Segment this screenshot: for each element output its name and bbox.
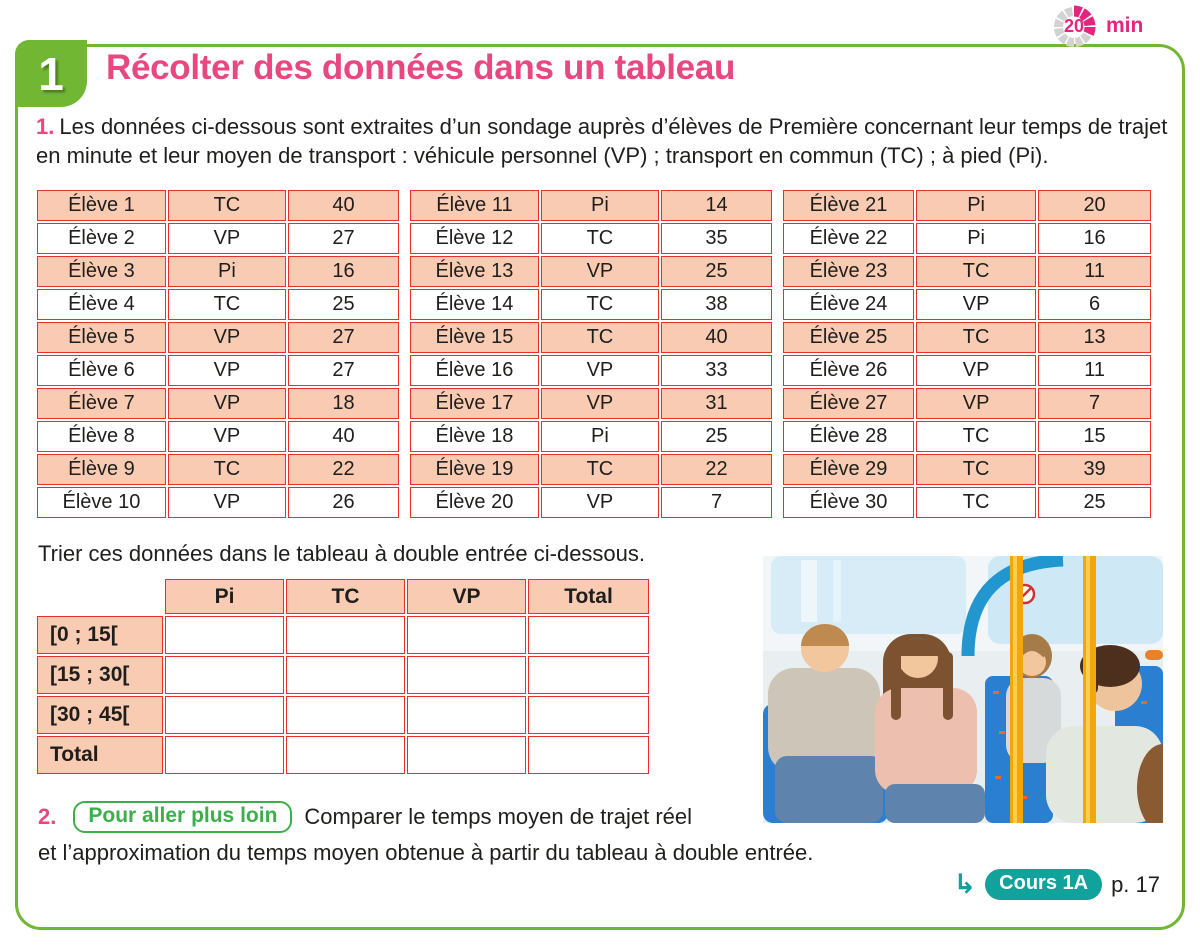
col-header-total: Total [528,579,649,614]
survey-cell: Élève 30 [783,487,914,518]
survey-cell: Pi [541,190,659,221]
total-row [37,736,649,774]
pour-aller-plus-loin-badge: Pour aller plus loin [73,801,292,833]
survey-cell: Élève 5 [37,322,166,353]
survey-cell: VP [916,289,1036,320]
survey-cell: Pi [541,421,659,452]
survey-row [783,421,1151,452]
survey-cell: TC [168,454,286,485]
survey-cell: TC [168,190,286,221]
answer-cell [407,736,526,774]
survey-cell: Élève 22 [783,223,914,254]
survey-cell: Élève 26 [783,355,914,386]
survey-cell: Élève 4 [37,289,166,320]
survey-cell: 7 [661,487,772,518]
survey-cell: 11 [1038,355,1151,386]
survey-row [783,355,1151,386]
survey-cell: 35 [661,223,772,254]
answer-cell [528,616,649,654]
survey-cell: Élève 18 [410,421,539,452]
survey-cell: 27 [288,223,399,254]
col-header-vp: VP [407,579,526,614]
bus-photo [763,556,1163,823]
answer-cell [407,616,526,654]
survey-row [783,190,1151,221]
survey-row [410,454,772,485]
survey-cell: 22 [288,454,399,485]
interval-row-30-45 [37,696,649,734]
survey-cell: Élève 8 [37,421,166,452]
survey-cell: 33 [661,355,772,386]
survey-cell: Pi [168,256,286,287]
exercise2-text-line2: et l’approximation du temps moyen obtenue à partir du tableau à double entrée. [38,840,814,865]
survey-row [410,256,772,287]
survey-cell: 25 [661,256,772,287]
survey-row [783,487,1151,518]
survey-row [37,388,399,419]
survey-row [37,256,399,287]
survey-cell: 22 [661,454,772,485]
survey-cell: 14 [661,190,772,221]
survey-cell: Élève 29 [783,454,914,485]
survey-row [783,223,1151,254]
survey-row [410,322,772,353]
survey-cell: TC [916,454,1036,485]
survey-cell: Élève 20 [410,487,539,518]
answer-cell [407,696,526,734]
survey-row [783,289,1151,320]
survey-cell: Élève 25 [783,322,914,353]
survey-cell: Élève 27 [783,388,914,419]
survey-cell: Pi [916,190,1036,221]
survey-cell: Élève 10 [37,487,166,518]
survey-row [37,454,399,485]
col-header-tc: TC [286,579,405,614]
survey-row [410,355,772,386]
survey-row [410,190,772,221]
survey-row [37,289,399,320]
answer-cell [407,656,526,694]
survey-cell: 39 [1038,454,1151,485]
page-reference: p. 17 [1111,871,1160,897]
exercise1-paragraph [36,112,1168,170]
survey-cell: TC [168,289,286,320]
survey-row [410,487,772,518]
course-badge: Cours 1A [985,869,1102,900]
survey-cell: Pi [916,223,1036,254]
exercise-number-box [15,40,87,107]
answer-cell [165,736,284,774]
survey-row [37,190,399,221]
survey-cell: VP [541,388,659,419]
survey-cell: VP [168,388,286,419]
survey-cell: TC [916,256,1036,287]
survey-cell: TC [541,289,659,320]
survey-cell: Élève 7 [37,388,166,419]
survey-cell: 25 [288,289,399,320]
row-header-30-45: [30 ; 45[ [37,696,163,734]
survey-cell: TC [916,487,1036,518]
answer-cell [286,736,405,774]
timer-value: 20 [1063,16,1085,36]
survey-cell: VP [168,322,286,353]
survey-cell: TC [541,454,659,485]
survey-cell: Élève 19 [410,454,539,485]
survey-cell: VP [168,355,286,386]
survey-table-3 [781,188,1153,520]
survey-cell: 11 [1038,256,1151,287]
page-title: Récolter des données dans un tableau [106,48,736,87]
survey-row [783,388,1151,419]
survey-cell: Élève 15 [410,322,539,353]
curved-arrow-icon: ↳ [953,869,977,900]
row-header-15-30: [15 ; 30[ [37,656,163,694]
survey-row [783,322,1151,353]
survey-cell: 40 [288,421,399,452]
exercise1-text: Les données ci-dessous sont extraites d’un sondage auprès d’élèves de Première concernant leur temps de trajet en minute et leur moyen de transport : véhicule personnel (VP) ; transport en commun (TC) ; à pied (Pi). [36,114,1168,168]
exercise2 [38,801,918,866]
survey-cell: Élève 17 [410,388,539,419]
answer-cell [528,736,649,774]
question1-number: 1. [36,114,55,139]
survey-row [410,289,772,320]
survey-cell: Élève 28 [783,421,914,452]
survey-cell: VP [541,487,659,518]
answer-cell [165,616,284,654]
survey-row [37,487,399,518]
survey-cell: Élève 24 [783,289,914,320]
survey-cell: 16 [288,256,399,287]
survey-cell: TC [916,421,1036,452]
survey-row [37,421,399,452]
exercise2-text-line1: Comparer le temps moyen de trajet réel [304,804,693,829]
survey-cell: 40 [288,190,399,221]
survey-row [410,223,772,254]
survey-cell: TC [916,322,1036,353]
survey-row [37,355,399,386]
survey-cell: Élève 23 [783,256,914,287]
survey-cell: 26 [288,487,399,518]
course-reference [954,869,1160,900]
answer-cell [286,656,405,694]
row-header-0-15: [0 ; 15[ [37,616,163,654]
students-on-bus-illustration [763,556,1163,823]
survey-cell: Élève 2 [37,223,166,254]
corner-cell [37,579,163,614]
timer-badge [1050,3,1200,51]
survey-row [410,421,772,452]
interval-row-15-30 [37,656,649,694]
answer-cell [165,696,284,734]
survey-cell: 27 [288,322,399,353]
answer-cell [528,656,649,694]
survey-cell: VP [916,388,1036,419]
survey-cell: 31 [661,388,772,419]
survey-cell: Élève 14 [410,289,539,320]
survey-cell: Élève 13 [410,256,539,287]
survey-cell: 27 [288,355,399,386]
survey-cell: 16 [1038,223,1151,254]
double-entry-table [35,577,651,776]
timer-unit: min [1106,14,1144,37]
survey-cell: 18 [288,388,399,419]
survey-cell: Élève 16 [410,355,539,386]
survey-cell: TC [541,223,659,254]
interval-row-0-15 [37,616,649,654]
survey-cell: VP [541,355,659,386]
double-entry-header-row [37,579,649,614]
survey-cell: VP [916,355,1036,386]
survey-cell: Élève 11 [410,190,539,221]
exercise2-line1 [38,801,918,833]
survey-cell: Élève 12 [410,223,539,254]
survey-row [410,388,772,419]
survey-cell: 25 [1038,487,1151,518]
survey-cell: Élève 6 [37,355,166,386]
sort-instruction: Trier ces données dans le tableau à double entrée ci-dessous. [38,541,646,566]
survey-row [783,454,1151,485]
survey-cell: 7 [1038,388,1151,419]
survey-cell: Élève 21 [783,190,914,221]
survey-cell: 38 [661,289,772,320]
question2-number: 2. [38,804,57,829]
survey-cell: 40 [661,322,772,353]
survey-cell: VP [168,487,286,518]
survey-row [783,256,1151,287]
survey-table-1 [35,188,401,520]
answer-cell [528,696,649,734]
answer-cell [286,696,405,734]
survey-row [37,223,399,254]
survey-cell: 20 [1038,190,1151,221]
survey-cell: TC [541,322,659,353]
exercise-number: 1 [38,47,64,100]
survey-table-2 [408,188,774,520]
survey-cell: 15 [1038,421,1151,452]
row-header-total: Total [37,736,163,774]
survey-cell: 25 [661,421,772,452]
col-header-pi: Pi [165,579,284,614]
survey-row [37,322,399,353]
survey-cell: Élève 9 [37,454,166,485]
answer-cell [286,616,405,654]
survey-cell: 6 [1038,289,1151,320]
survey-cell: VP [168,223,286,254]
survey-cell: VP [168,421,286,452]
survey-cell: VP [541,256,659,287]
survey-cell: Élève 3 [37,256,166,287]
answer-cell [165,656,284,694]
survey-cell: 13 [1038,322,1151,353]
survey-cell: Élève 1 [37,190,166,221]
